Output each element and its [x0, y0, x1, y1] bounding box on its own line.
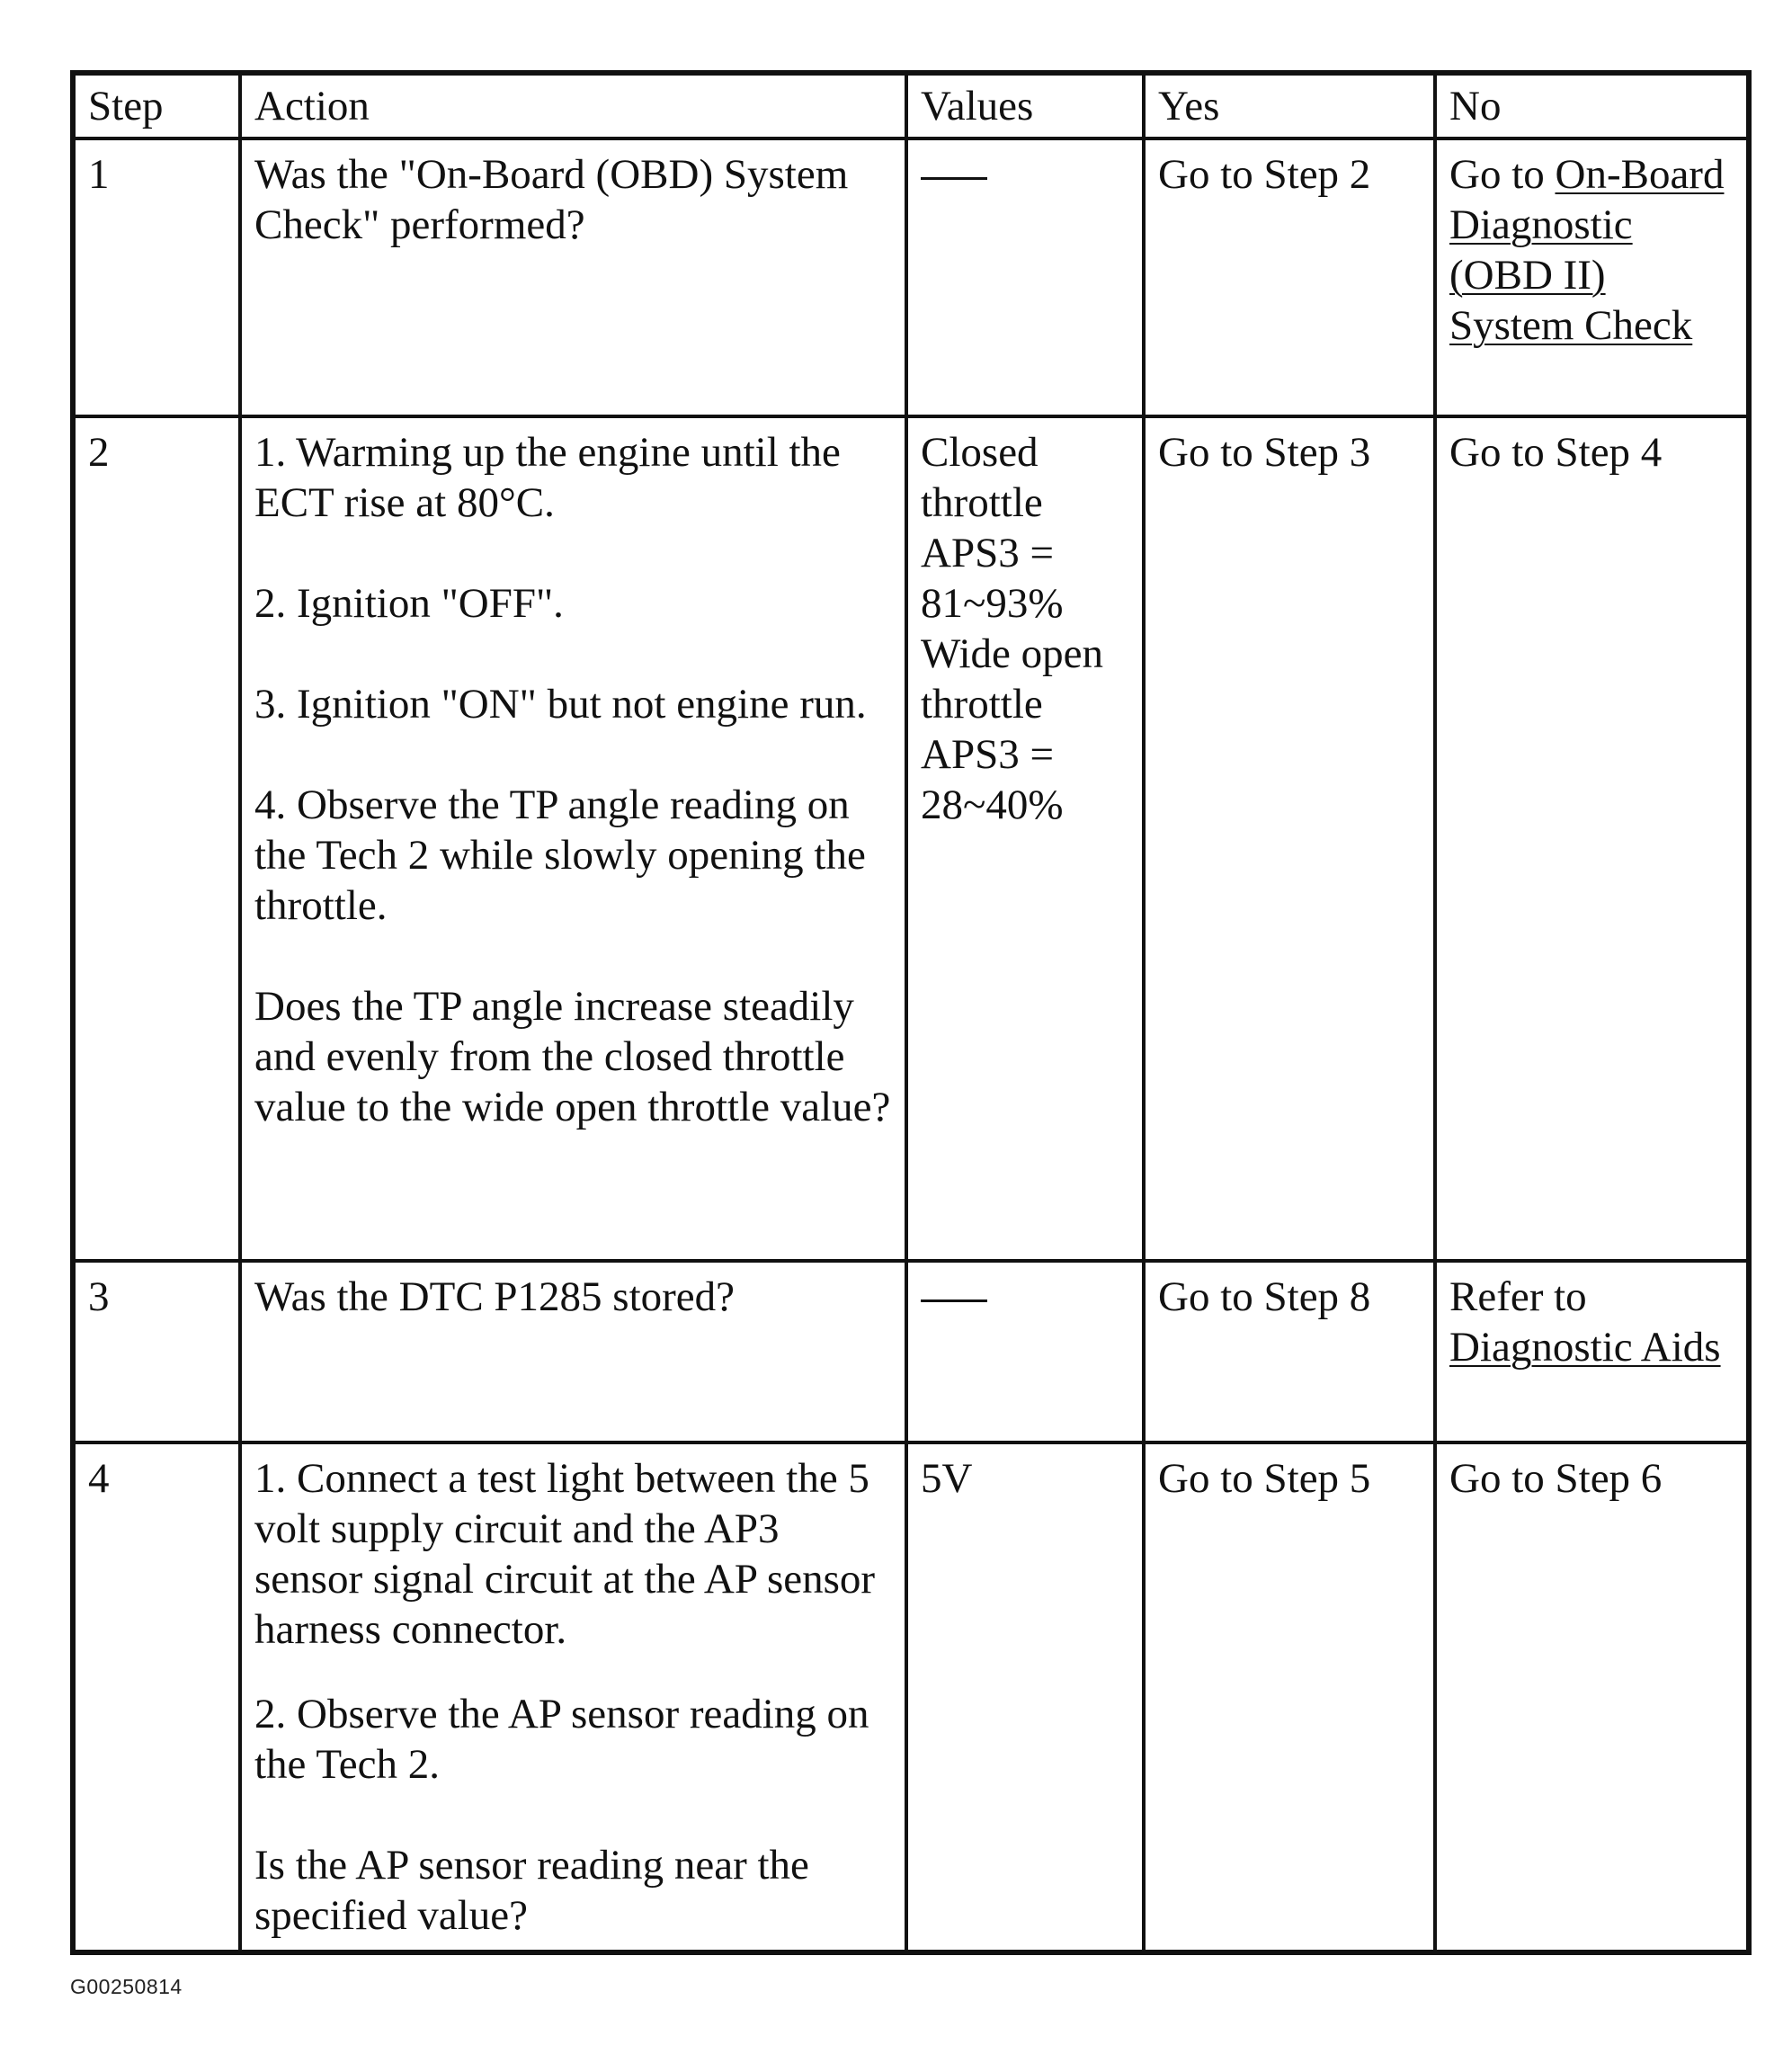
- value-text: Wide open throttle APS3 = 28~40%: [921, 630, 1104, 828]
- values-cell: [906, 1261, 1144, 1442]
- table-row: [73, 138, 1749, 416]
- action-text: 2. Observe the AP sensor reading on the Tech 2.: [254, 1691, 869, 1788]
- action-text: 1. Warming up the engine until the ECT rise at 80°C.: [254, 429, 841, 526]
- diagnostic-table: [70, 70, 1752, 1955]
- table-row: [73, 1442, 1749, 1952]
- no-cell: [1435, 138, 1749, 416]
- yes-cell: Go to Step 3: [1144, 416, 1435, 1261]
- header-values: Values: [906, 73, 1144, 138]
- diagnostic-table-container: [70, 70, 1746, 1955]
- step-number: 1: [73, 138, 240, 416]
- action-text: 4. Observe the TP angle reading on the Tech 2 while slowly opening the throttle.: [254, 781, 866, 929]
- no-cell: Go to Step 6: [1435, 1442, 1749, 1952]
- action-cell: [240, 138, 906, 416]
- table-row: [73, 1261, 1749, 1442]
- value-text: Closed throttle APS3 = 81~93%: [921, 429, 1064, 627]
- header-step: Step: [73, 73, 240, 138]
- diagnostic-aids-link[interactable]: Diagnostic Aids: [1449, 1324, 1721, 1371]
- header-action: Action: [240, 73, 906, 138]
- action-text: Was the DTC P1285 stored?: [254, 1273, 736, 1320]
- values-cell: 5V: [906, 1442, 1144, 1952]
- action-text: Is the AP sensor reading near the specified value?: [254, 1842, 809, 1939]
- values-cell: [906, 416, 1144, 1261]
- header-no: No: [1435, 73, 1749, 138]
- no-value-dash: [921, 177, 987, 180]
- yes-cell: Go to Step 8: [1144, 1261, 1435, 1442]
- step-number: 3: [73, 1261, 240, 1442]
- header-yes: Yes: [1144, 73, 1435, 138]
- no-text-prefix: Refer to: [1449, 1273, 1587, 1320]
- no-cell: Go to Step 4: [1435, 416, 1749, 1261]
- yes-cell: Go to Step 2: [1144, 138, 1435, 416]
- no-text-prefix: Go to: [1449, 151, 1556, 198]
- values-cell: [906, 138, 1144, 416]
- action-text: 1. Connect a test light between the 5 volt supply circuit and the AP3 sensor signal circuit at the AP sensor harness connector.: [254, 1455, 876, 1653]
- yes-cell: Go to Step 5: [1144, 1442, 1435, 1952]
- obd-system-check-link[interactable]: On-Board Diagnostic (OBD II) System Check: [1449, 151, 1725, 349]
- table-header-row: [73, 73, 1749, 138]
- action-cell: [240, 1442, 906, 1952]
- action-cell: [240, 1261, 906, 1442]
- action-cell: [240, 416, 906, 1261]
- step-number: 2: [73, 416, 240, 1261]
- figure-id: G00250814: [70, 1975, 183, 1998]
- step-number: 4: [73, 1442, 240, 1952]
- no-value-dash: [921, 1299, 987, 1302]
- no-cell: [1435, 1261, 1749, 1442]
- action-text: Was the "On-Board (OBD) System Check" performed?: [254, 151, 849, 248]
- action-text: Does the TP angle increase steadily and evenly from the closed throttle value to the wide open throttle value?: [254, 983, 891, 1130]
- table-row: [73, 416, 1749, 1261]
- action-text: 2. Ignition "OFF".: [254, 580, 564, 627]
- action-text: 3. Ignition "ON" but not engine run.: [254, 681, 867, 728]
